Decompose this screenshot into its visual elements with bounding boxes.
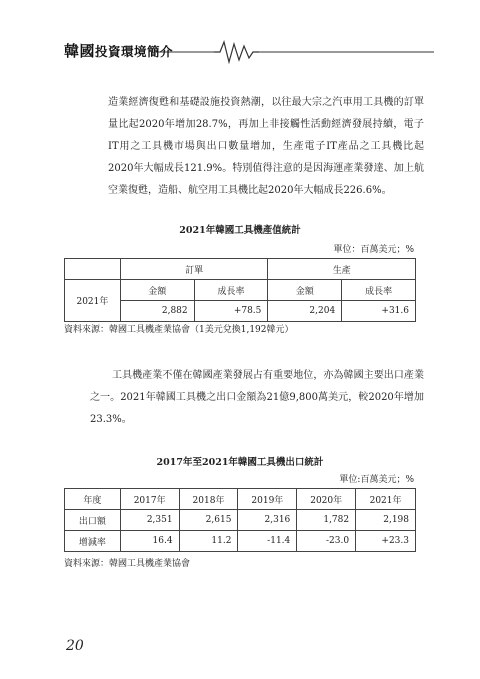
table1-value-cell: 2,204 (268, 301, 342, 322)
table1-subheader-cell: 金額 (120, 280, 194, 301)
table2-year-cell: 2019年 (238, 489, 297, 510)
table2-value-cell: 2,198 (356, 510, 416, 531)
table2-year-cell: 2018年 (179, 489, 238, 510)
production-table (64, 258, 416, 322)
table2-year-cell: 2021年 (356, 489, 416, 510)
table2-row-change (65, 531, 416, 552)
table1-group-orders: 訂單 (120, 259, 268, 280)
table1-subheader-cell: 金額 (268, 280, 342, 301)
body-paragraph-1: 造業經濟復甦和基礎設施投資熱潮，以往最大宗之汽車用工具機的訂單量比起2020年增加28.7%，再加上非接觸性活動經濟發展持續，電子IT用之工具機市場與出口數量增加，生產電子IT產品之工具機比起2020年大幅成長121.9%。特別值得注意的是因海運產業發達、加上航空業復甦，造船、航空用工具機比起2020年大幅成長226.6%。 (108, 97, 424, 196)
table1-source: 資料來源：韓國工具機產業協會（1美元兌換1,192韓元） (64, 325, 294, 335)
table1-unit: 單位：百萬美元；% (333, 245, 414, 255)
table2-value-cell: -11.4 (238, 531, 297, 552)
page-number: 20 (66, 638, 84, 654)
table2-year-cell: 2020年 (297, 489, 356, 510)
table2-value-cell: 16.4 (120, 531, 179, 552)
table2-row-exports (65, 510, 416, 531)
table1-subheader-cell: 成長率 (342, 280, 416, 301)
table2-title: 2017年至2021年韓國工具機出口統計 (156, 457, 324, 468)
table1-value-cell: 2,882 (120, 301, 194, 322)
table1-corner-cell (65, 259, 121, 280)
page-header (64, 38, 434, 66)
table2-value-cell: -23.0 (297, 531, 356, 552)
table1-group-header-row (65, 259, 416, 280)
table2-value-cell: 2,615 (179, 510, 238, 531)
body-paragraph-2: 工具機產業不僅在韓國產業發展占有重要地位，亦為韓國主要出口產業之一。2021年韓國工具機之出口金額為21億9,800萬美元，較2020年增加23.3%。 (90, 370, 424, 425)
table2-unit: 單位:百萬美元；% (339, 475, 414, 485)
table2-header-row (65, 489, 416, 510)
header-title-country: 韓國 (64, 42, 96, 60)
table1-title: 2021年韓國工具機產值統計 (179, 225, 301, 236)
table1-value-cell: +31.6 (342, 301, 416, 322)
table2-value-cell: 1,782 (297, 510, 356, 531)
table2-header-label: 年度 (65, 489, 121, 510)
header-title-subject: 投資環境簡介 (95, 44, 174, 59)
table2-value-cell: +23.3 (356, 531, 416, 552)
table1-subheader-row (65, 280, 416, 301)
header-title (64, 40, 173, 61)
table1-value-cell: +78.5 (194, 301, 268, 322)
table1-group-production: 生產 (268, 259, 416, 280)
table2-row-label: 出口額 (65, 510, 121, 531)
table2-year-cell: 2017年 (120, 489, 179, 510)
table1-row-label: 2021年 (65, 280, 121, 322)
table2-value-cell: 2,316 (238, 510, 297, 531)
table2-row-label: 增減率 (65, 531, 121, 552)
table2-source: 資料來源：韓國工具機產業協會 (64, 559, 191, 569)
table2-value-cell: 11.2 (179, 531, 238, 552)
table2-value-cell: 2,351 (120, 510, 179, 531)
table1-subheader-cell: 成長率 (194, 280, 268, 301)
export-table (64, 488, 416, 552)
